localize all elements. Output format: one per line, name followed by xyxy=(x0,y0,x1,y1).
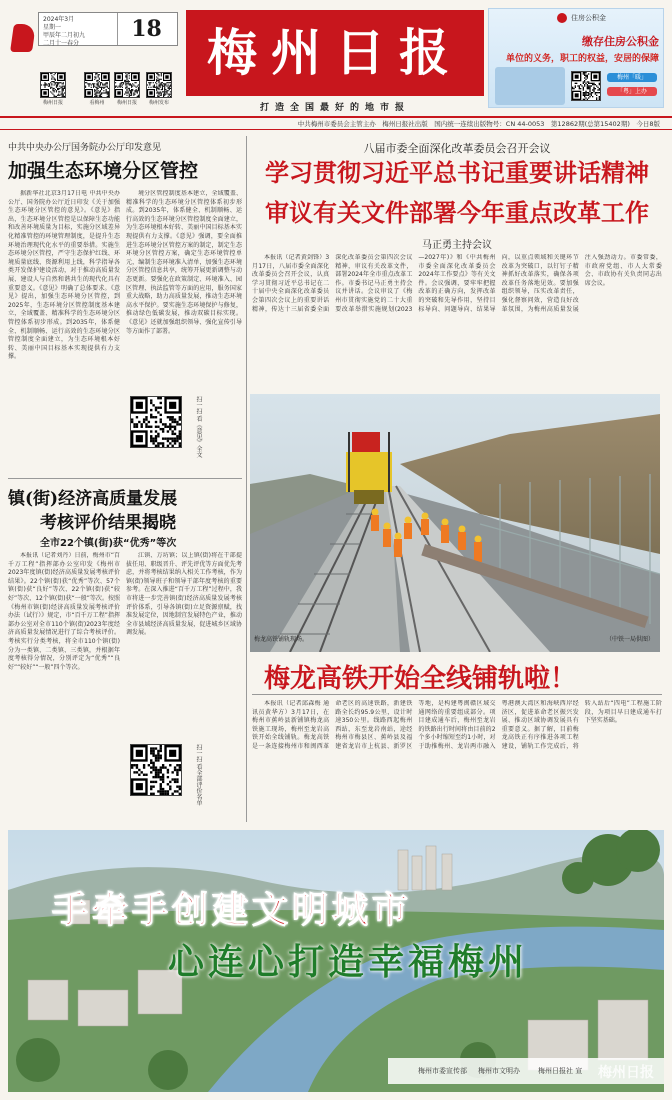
qr-code-icon[interactable] xyxy=(146,72,172,98)
date-year-month: 2024年3月 xyxy=(43,16,75,23)
qr-label: 梅州日报 xyxy=(116,100,137,106)
railway-photo[interactable] xyxy=(250,394,660,652)
date-day: 18 xyxy=(117,13,175,45)
housing-fund-ad[interactable] xyxy=(488,8,664,108)
qr-note: 扫一扫 看《意见》全文 xyxy=(195,396,202,458)
article-body: 江镇、万坊镇；以上镇(街)将在干部提拔任用、职级晋升、评先评优等方面优先考虑，并将考核结果纳入相关工作考核，作为镇(街)领导班子和领导干部年度考核的重要参考。在深入推进“百千万工程”过程中，我市将进一步完善镇(街)经济高质量发展考核评价体系，引导各镇(街)立足资源禀赋，找准发展定位，因地制宜发展特色产业，推动全市县域经济高质量发展，促进城乡区域协调发展。 xyxy=(126,552,242,637)
banner-line2: 心连心打造幸福梅州 xyxy=(168,941,529,983)
rail-body: 本报讯（记者邱森梅 通讯员黄华方）3月17日，在梅州市蕉岭县新铺镇梅龙高铁施工现场，梅州至龙岩高铁开始全线铺轨。梅龙高铁是一条连接梅州市和闽西革命老区的高速铁路，新建铁路全长约95.9公里，设计时速350公里。线路西起梅州西站，东至龙岩南站，途经梅州市梅县区、蕉岭县及福建省龙岩市上杭县、新罗区等地，是构建粤闽赣区域交通网络的重要组成部分。项目建成通车后，梅州至龙岩的铁路出行时间将由目前的2个多小时缩短至约1小时，对于助推梅州、龙岩两市融入粤港澳大湾区和海峡西岸经济区，促进革命老区振兴发展、推动区域协调发展具有重要意义。据了解，目前梅龙高铁正有序推进各项工程建设，铺轨工作完成后，将转入站后“四电”工程施工阶段，为项目早日建成通车打下坚实基础。 xyxy=(252,700,662,750)
qr-code-icon[interactable] xyxy=(130,396,182,448)
newspaper-logo-icon xyxy=(10,24,36,52)
divider xyxy=(8,478,242,479)
article-body: 本报讯（记者刘丹）日前，梅州市“百千万工程”指挥部办公室印发《梅州市2023年度镇(街)经济高质量发展考核评价结果》。22个镇(街)获“优秀”等次、57个镇(街)获“良好”等次、22个镇(街)获“较好”等次、12个镇(街)获“一般”等次。按照《梅州市镇(街)经济高质量发展考核评价办法（试行）》规定，市“百千万工程”指挥部办公室对全市110个镇(街)2023年度经济高质量发展情况进行了综合考核评价。考核实行分类考核，将全市110个镇(街)分为一类镇、二类镇、三类镇，并根据年度考核得分情况，分别评定为“优秀”“良好”“较好”“一般”四个等次。 xyxy=(8,552,120,671)
qr-label: 梅州发布 xyxy=(148,100,169,106)
qr-code-icon[interactable] xyxy=(571,71,601,101)
photo-credit: （中铁一局供图） xyxy=(605,636,654,643)
masthead-title: 梅州日报 xyxy=(207,23,463,82)
article-kicker: 中共中央办公厅国务院办公厅印发意见 xyxy=(8,143,162,153)
civilization-banner[interactable] xyxy=(8,830,664,1092)
article-subtitle: 全市22个镇(街)获“优秀”等次 xyxy=(40,538,177,549)
masthead-slogan: 打造全国最好的地市报 xyxy=(259,103,410,113)
railway-scene xyxy=(250,394,660,652)
date-lunar1: 甲辰年二月初九 xyxy=(43,32,86,39)
date-box xyxy=(38,12,178,46)
article-title[interactable]: 考核评价结果揭晓 xyxy=(40,513,176,533)
publication-info-bar: 中共梅州市委员会主管主办 梅州日报社出版 国内统一连续出版物号：CN 44-0053 第12862期(总第15402期) 今日8版 xyxy=(0,116,672,130)
article-body: 境分区管控制度基本建立，全域覆盖、精准科学的生态环境分区管控体系初步形成。到2035年，体系健全、机制顺畅、运行高效的生态环境分区管控制度全面建立，为生态环境根本好转、美丽中国目标基本实现提供有力支撑。《意见》强调，要全面推进生态环境分区管控方案的制定，制定生态环境分区管控方案，确定生态环境管控单元，编制生态环境准入清单，加强生态环境分区管控信息共享，统筹开展更新调整与动态更新。要强化在政策制定、环境准入、园区管理、执法监管等方面的应用，服务国家重大战略，助力高质量发展，推动生态环境高水平保护。要实施生态环境保护与修复，推动绿色低碳发展，推动双碳目标实现。《意见》还就加强组织领导、强化宣传引导等方面作了部署。 xyxy=(126,190,242,335)
qr-code-icon[interactable] xyxy=(84,72,110,98)
lead-body: 本报讯（记者黄剑锋）3月17日，八届市委全面深化改革委员会召开会议，认真学习贯彻习近平总书记在二十届中央全面深化改革委员会第四次会议上的重要讲话精神，传达十三届省委全面深化改革委员会第四次会议精神，审议有关改革文件，部署2024年全市重点改革工作。市委书记马正勇主持会议并讲话。会议审议了《梅州市贯彻实施党的二十大重要改革举措实施规划(2023—2027年)》和《中共梅州市委全面深化改革委员会2024年工作要点》等有关文件。会议强调，要牢牢把握改革的正确方向，发挥改革的突破和先导作用，坚持目标导向、问题导向、结果导向，以重点领域和关键环节改革为突破口，以钉钉子精神抓好改革落实，确保各项改革任务落地见效。要加强组织领导，压实改革责任，强化督察问效，营造良好改革氛围，为梅州高质量发展注入强劲动力。市委常委，市政府党组、市人大常委会、市政协有关负责同志出席会议。 xyxy=(252,254,662,313)
article-title[interactable]: 镇(街)经济高质量发展 xyxy=(8,489,178,509)
housing-fund-logo-icon xyxy=(557,13,567,23)
photo-caption: 梅龙高铁铺轨现场。 xyxy=(254,636,309,643)
ad-badge: 「粤」上办 xyxy=(607,87,657,96)
lead-kicker: 八届市委全面深化改革委员会召开会议 xyxy=(363,142,551,155)
date-weekday: 星期一 xyxy=(43,24,62,31)
lead-title[interactable]: 学习贯彻习近平总书记重要讲话精神 xyxy=(265,158,649,187)
lead-title[interactable]: 审议有关文件部署今年重点改革工作 xyxy=(265,198,649,227)
column-divider xyxy=(246,136,247,822)
date-lines xyxy=(43,16,113,48)
banner-sponsor: 梅州市文明办 xyxy=(478,1067,520,1075)
qr-note: 扫一扫 看全部评价名单 xyxy=(195,744,202,806)
banner-sponsor: 梅州市委宣传部 xyxy=(418,1067,467,1075)
rail-title[interactable]: 梅龙高铁开始全线铺轨啦！ xyxy=(264,664,577,694)
divider xyxy=(252,694,662,695)
qr-code-icon[interactable] xyxy=(40,72,66,98)
date-lunar2: 二月十一春分 xyxy=(43,40,80,47)
qr-code-icon[interactable] xyxy=(130,744,182,796)
qr-label: 看梅州 xyxy=(89,100,105,106)
ad-illustration xyxy=(495,67,565,105)
ad-line2: 单位的义务，职工的权益，安居的保障 xyxy=(505,54,659,64)
masthead xyxy=(186,10,484,96)
qr-label: 梅州日报 xyxy=(42,100,63,106)
banner-sponsor: 梅州日报社 宣 xyxy=(538,1067,583,1075)
ad-badge: 梅州「暖」 xyxy=(607,73,657,82)
qr-code-icon[interactable] xyxy=(114,72,140,98)
ad-line1: 缴存住房公积金 xyxy=(582,35,659,48)
watermark-logo: 梅州日报 xyxy=(598,1065,654,1081)
lead-byline: 马正勇主持会议 xyxy=(422,240,492,251)
banner-line1: 手牵手创建文明城市 xyxy=(52,889,413,931)
article-body: 据新华社北京3月17日电 中共中央办公厅、国务院办公厅近日印发《关于加强生态环境分区管控的意见》。《意见》指出，生态环境分区管控是以保障生态功能和改善环境质量为目标，实施分区域差异化精准管控的环境管理制度，是提升生态环境治理现代化水平的重要举措。实施生态环境分区管控，严守生态保护红线、环境质量底线、资源利用上线，科学指导各类开发保护建设活动，对于推动高质量发展、建设人与自然和谐共生的现代化具有重要意义。《意见》明确了总体要求。《意见》提出，加强生态环境分区管控，到2025年，生态环境分区管控制度基本建立，全域覆盖、精准科学的生态环境分区管控体系初步形成。到2035年，体系健全、机制顺畅、运行高效的生态环境分区管控制度全面建立，为生态环境根本好转、美丽中国目标基本实现提供有力支撑。 xyxy=(8,190,120,361)
ad-org: 住房公积金 xyxy=(571,14,606,22)
article-title[interactable]: 加强生态环境分区管控 xyxy=(8,160,199,182)
